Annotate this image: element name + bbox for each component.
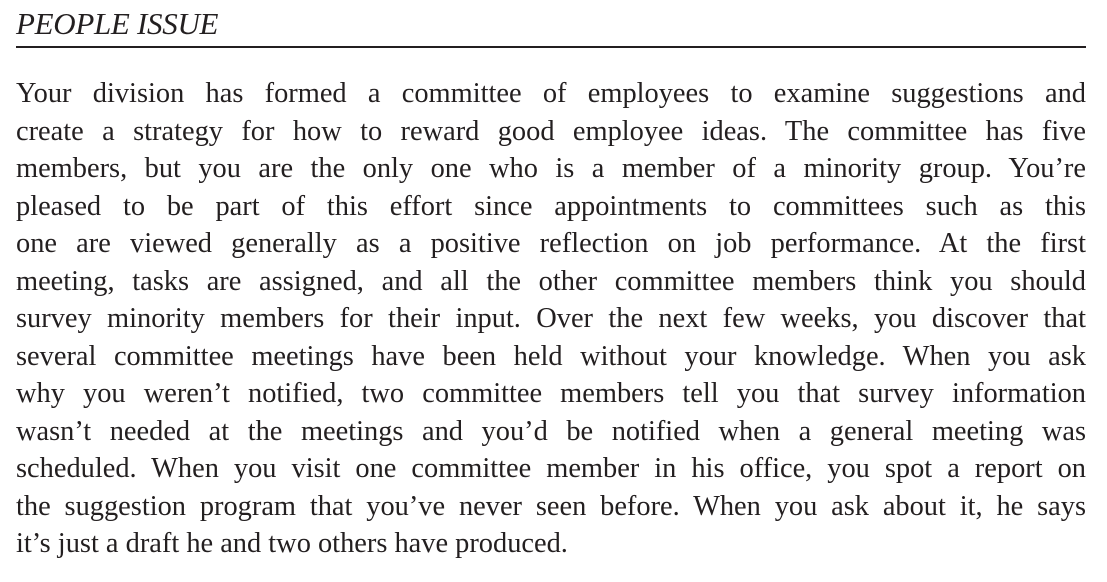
heading-divider xyxy=(16,46,1086,48)
paragraph-line: it’s just a draft he and two others have produced. xyxy=(16,528,568,559)
paragraph-line: wasn’t needed at the meetings and you’d be notified when a general meeting was xyxy=(16,415,1086,447)
paragraph-line: members, but you are the only one who is a member of a minority group. You’re xyxy=(16,153,1086,184)
paragraph-line: create a strategy for how to reward good employee ideas. The committee has five xyxy=(16,115,1086,147)
paragraph-line: several committee meetings have been held without your knowledge. When you ask xyxy=(16,340,1086,372)
section-heading: PEOPLE ISSUE xyxy=(16,6,219,41)
paragraph-line: scheduled. When you visit one committee member in his office, you spot a report on xyxy=(16,453,1086,484)
paragraph-line: meeting, tasks are assigned, and all the other committee members think you should xyxy=(16,265,1086,297)
paragraph-line: the suggestion program that you’ve never seen before. When you ask about it, he says xyxy=(16,490,1086,522)
paragraph-line: survey minority members for their input. Over the next few weeks, you discover that xyxy=(16,303,1086,334)
body-paragraph xyxy=(16,75,1086,563)
paragraph-line: one are viewed generally as a positive reflection on job performance. At the first xyxy=(16,228,1086,259)
paragraph-line: pleased to be part of this effort since appointments to committees such as this xyxy=(16,190,1086,222)
paragraph-line: why you weren’t notified, two committee members tell you that survey information xyxy=(16,378,1086,409)
paragraph-line: Your division has formed a committee of employees to examine suggestions and xyxy=(16,78,1086,109)
